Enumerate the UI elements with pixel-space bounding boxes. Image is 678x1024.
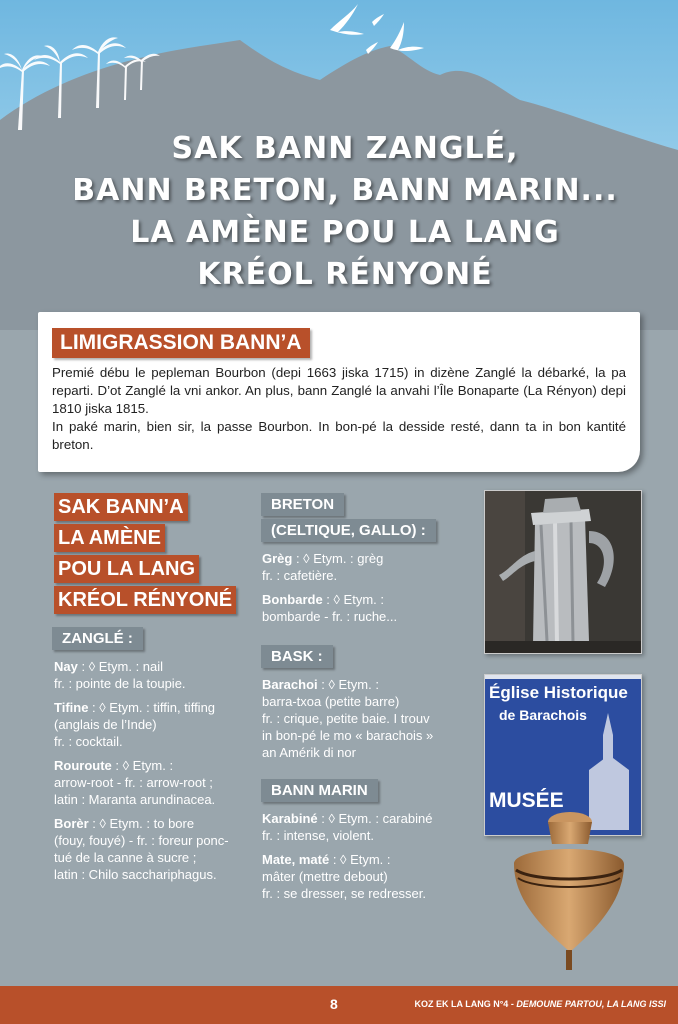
page-title <box>60 128 630 296</box>
title-line: SAK BANN ZANGLÉ, <box>171 131 519 166</box>
entry-line: tué de la canne à sucre ; <box>54 850 197 865</box>
section-heading-line: KRÉOL RÉNYONÉ <box>54 586 236 614</box>
glossary-entry <box>54 658 254 692</box>
entry-word: Grèg <box>262 551 293 566</box>
entry-line: bombarde - fr. : ruche... <box>262 609 398 624</box>
entry-word: Karabiné <box>262 811 318 826</box>
section-heading-line: LA AMÈNE <box>54 524 165 552</box>
entry-etym: : ◊ Etym. : <box>111 758 174 773</box>
spinning-top-image <box>504 804 634 974</box>
marin-label: BANN MARIN <box>261 779 378 802</box>
glossary-entry <box>262 591 462 625</box>
glossary-entry <box>262 810 472 844</box>
entry-line: (fouy, fouyé) - fr. : foreur ponc- <box>54 833 229 848</box>
zangle-label: ZANGLÉ : <box>52 627 143 650</box>
intro-text <box>52 364 626 454</box>
breton-entries <box>262 550 462 632</box>
bask-entries <box>262 676 472 768</box>
title-line: LA AMÈNE POU LA LANG <box>130 215 560 250</box>
glossary-entry <box>54 699 254 750</box>
entry-line: arrow-root - fr. : arrow-root ; <box>54 775 213 790</box>
entry-line: fr. : cafetière. <box>262 568 338 583</box>
entry-etym: : ◊ Etym. : carabiné <box>317 811 433 826</box>
glossary-entry <box>54 815 254 883</box>
intro-paragraph: Premié débu le pepleman Bourbon (depi 1663 jiska 1715) in dizène Zanglé la débarké, la pa reparti. D’ot Zanglé la vni ankor. An plus, bann Zanglé la anvahi l’Île Bonaparte (La Rényon) depi 1810 jiska 1815. <box>52 365 626 416</box>
intro-paragraph: In paké marin, bien sir, la passe Bourbon. In bon-pé la desside resté, dann ta in bon kantité breton. <box>52 419 626 452</box>
glossary-entry <box>262 550 462 584</box>
entry-word: Nay <box>54 659 78 674</box>
entry-line: fr. : cocktail. <box>54 734 123 749</box>
marin-entries <box>262 810 472 909</box>
breton-label: BRETON <box>261 493 344 516</box>
entry-line: fr. : pointe de la toupie. <box>54 676 186 691</box>
breton-sublabel: (CELTIQUE, GALLO) : <box>261 519 436 542</box>
entry-etym: : ◊ Etym. : <box>329 852 391 867</box>
section-heading <box>54 493 234 617</box>
entry-line: an Amérik di nor <box>262 745 356 760</box>
entry-line: fr. : crique, petite baie. I trouv <box>262 711 430 726</box>
title-line: BANN BRETON, BANN MARIN... <box>72 173 618 208</box>
intro-heading: LIMIGRASSION BANN’A <box>52 328 310 358</box>
entry-word: Tifine <box>54 700 89 715</box>
entry-etym: : ◊ Etym. : nail <box>77 659 164 674</box>
page-number: 8 <box>330 996 338 1012</box>
entry-etym: : ◊ Etym. : tiffin, tiffing <box>88 700 216 715</box>
glossary-entry <box>262 851 472 902</box>
page-footer <box>0 986 678 1024</box>
footer-tagline: DEMOUNE PARTOU, LA LANG ISSI <box>516 999 666 1009</box>
entry-line: mâter (mettre debout) <box>262 869 388 884</box>
sign-line-1: Église Historique <box>489 683 628 702</box>
entry-line: latin : Maranta arundinacea. <box>54 792 216 807</box>
title-line: KRÉOL RÉNYONÉ <box>197 257 493 292</box>
entry-etym: : ◊ Etym. : <box>322 592 384 607</box>
entry-etym: : ◊ Etym. : to bore <box>88 816 195 831</box>
footer-text <box>415 999 666 1009</box>
entry-word: Borèr <box>54 816 89 831</box>
intro-box <box>38 312 640 472</box>
glossary-entry <box>262 676 472 761</box>
footer-publication: KOZ EK LA LANG N°4 - <box>414 999 517 1009</box>
entry-word: Mate, maté <box>262 852 330 867</box>
zangle-entries <box>54 658 254 890</box>
entry-line: fr. : intense, violent. <box>262 828 375 843</box>
section-heading-line: SAK BANN’A <box>54 493 188 521</box>
entry-word: Bonbarde <box>262 592 323 607</box>
entry-word: Rouroute <box>54 758 112 773</box>
coffee-pot-photo <box>484 490 642 654</box>
glossary-entry <box>54 757 254 808</box>
entry-line: (anglais de l’Inde) <box>54 717 157 732</box>
bask-label: BASK : <box>261 645 333 668</box>
coffee-pot-illustration <box>485 491 641 653</box>
sign-line-2: de Barachois <box>499 707 587 723</box>
entry-line: fr. : se dresser, se redresser. <box>262 886 427 901</box>
entry-etym: : ◊ Etym. : grèg <box>292 551 384 566</box>
entry-word: Barachoi <box>262 677 318 692</box>
entry-line: barra-txoa (petite barre) <box>262 694 400 709</box>
section-heading-line: POU LA LANG <box>54 555 199 583</box>
entry-etym: : ◊ Etym. : <box>317 677 379 692</box>
entry-line: in bon-pé le mo « barachois » <box>262 728 434 743</box>
entry-line: latin : Chilo sacchariphagus. <box>54 867 217 882</box>
sign-line-3: MUSÉE <box>489 789 564 812</box>
